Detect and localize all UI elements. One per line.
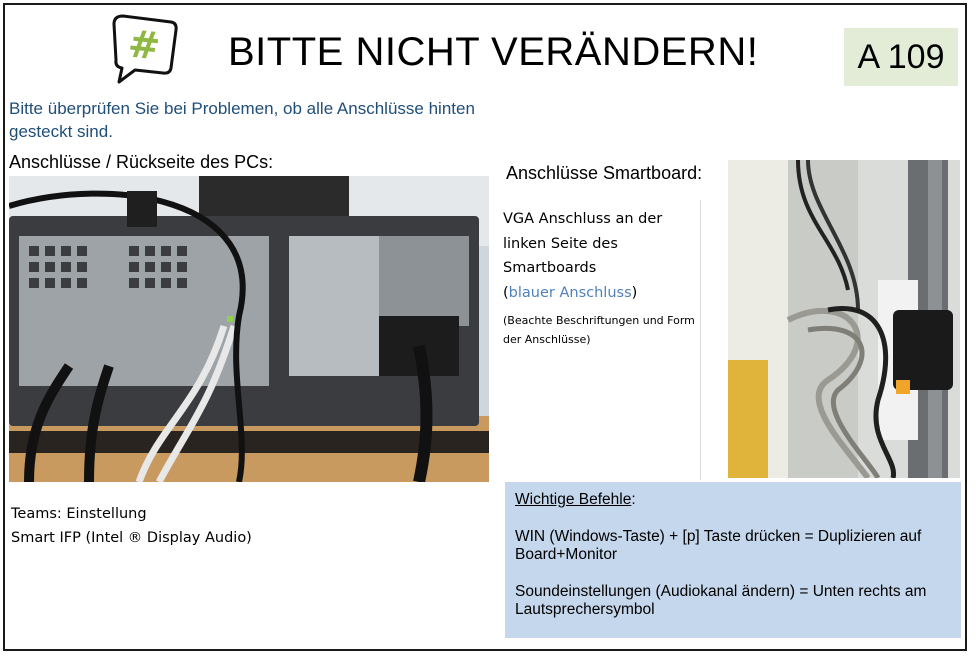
paren-close: ) [631,284,638,301]
column-divider [700,200,701,480]
logo-symbol: # [125,21,163,69]
hashtag-speech-bubble-icon [105,12,181,88]
commands-heading-row [515,491,951,509]
commands-heading-colon: : [631,491,636,508]
hint-text: Bitte überprüfen Sie bei Problemen, ob alle Anschlüsse hinten gesteckt sind. [9,99,475,141]
smartboard-heading: Anschlüsse Smartboard: [506,163,703,183]
blue-port-label: blauer Anschluss [508,284,632,301]
vga-description [503,207,698,305]
commands-box [505,482,961,638]
page-title: BITTE NICHT VERÄNDERN! [228,30,759,74]
pc-rear-photo [9,176,489,482]
teams-setting [11,502,252,550]
command-sound: Soundeinstellungen (Audiokanal ändern) = Unten rechts am Lautsprechersymbol [515,583,927,618]
room-badge: A 109 [844,28,958,86]
command-duplicate: WIN (Windows-Taste) + [p] Taste drücken = Duplizieren auf Board+Monitor [515,528,922,563]
paren-open: ( [503,284,509,301]
vga-note: (Beachte Beschriftungen und Form der Anschlüsse) [503,314,695,346]
teams-line-2: Smart IFP (Intel ® Display Audio) [11,530,252,546]
teams-line-1: Teams: Einstellung [11,506,147,522]
smartboard-photo [728,160,960,478]
pc-heading: Anschlüsse / Rückseite des PCs: [9,152,274,172]
vga-text: VGA Anschluss an der linken Seite des Smartboards [503,211,663,276]
commands-heading: Wichtige Befehle [515,491,632,508]
